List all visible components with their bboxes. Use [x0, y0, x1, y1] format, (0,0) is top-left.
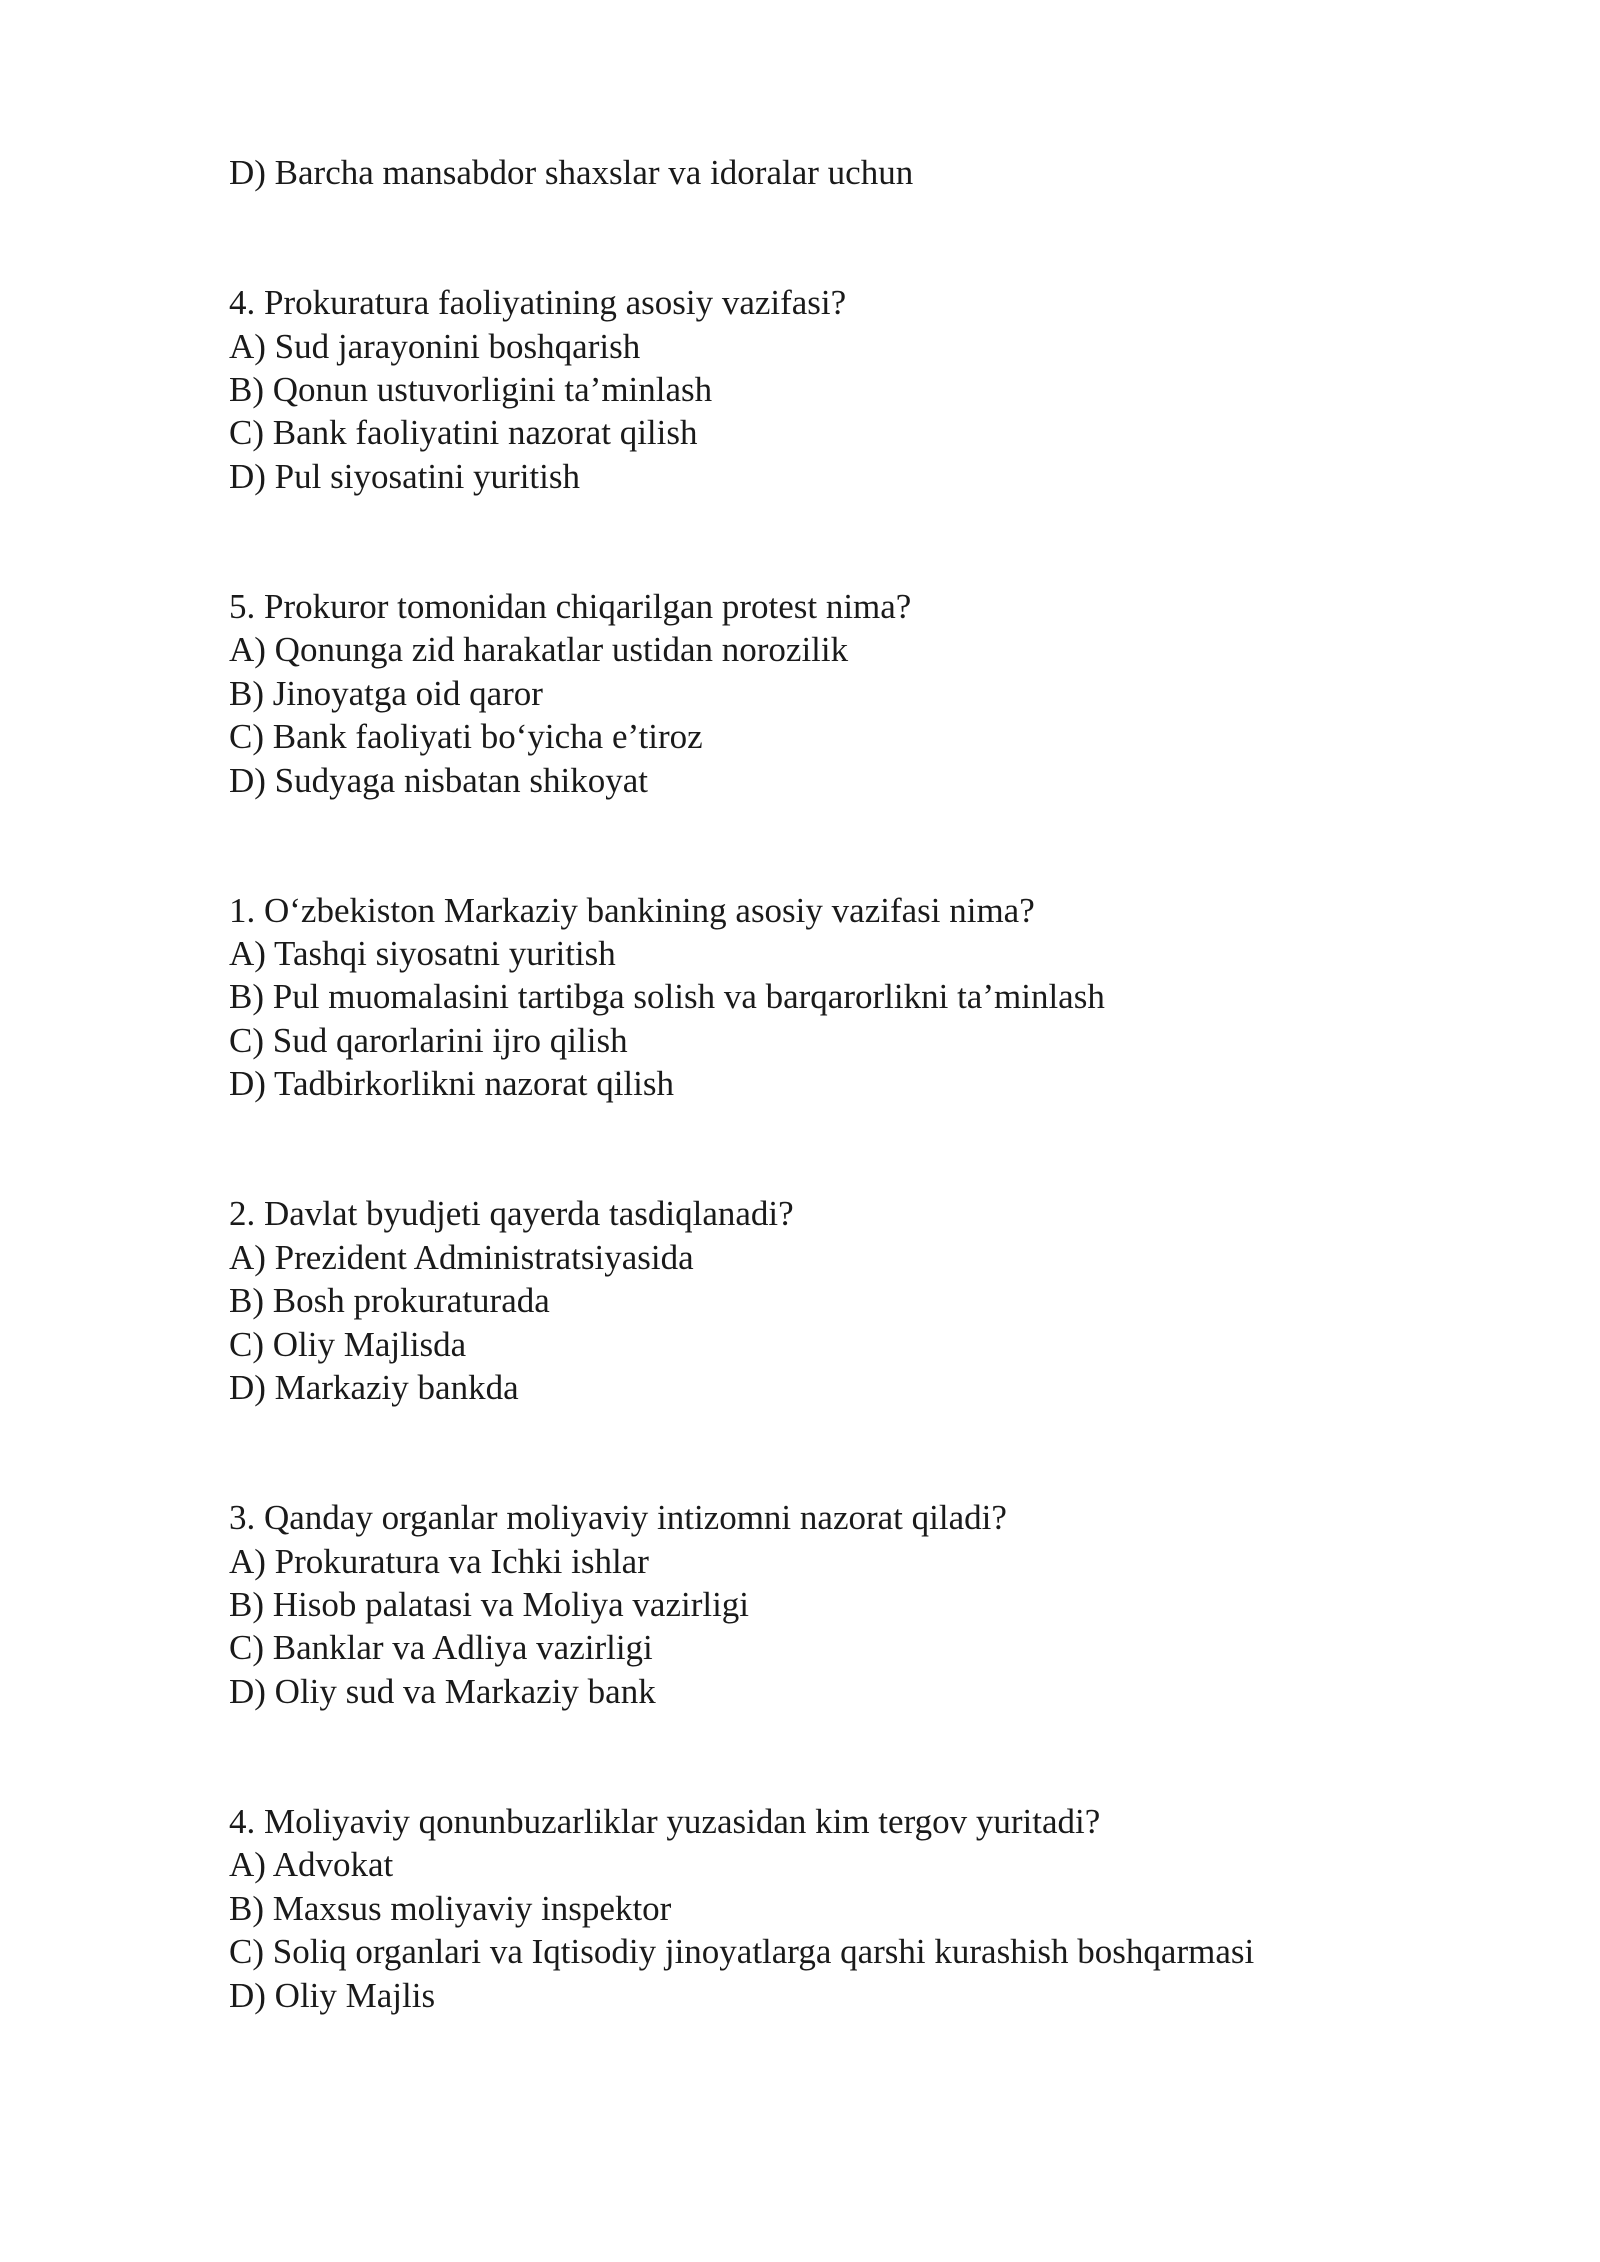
answer-option: D) Oliy Majlis — [229, 1975, 436, 2015]
answer-option: D) Tadbirkorlikni nazorat qilish — [229, 1064, 675, 1104]
answer-option: D) Sudyaga nisbatan shikoyat — [229, 760, 648, 800]
question-text: 2. Davlat byudjeti qayerda tasdiqlanadi? — [229, 1194, 794, 1234]
answer-option: A) Tashqi siyosatni yuritish — [229, 934, 616, 974]
question-text: 1. O‘zbekiston Markaziy bankining asosiy vazifasi nima? — [229, 890, 1035, 930]
question-text: 4. Moliyaviy qonunbuzarliklar yuzasidan kim tergov yuritadi? — [229, 1801, 1101, 1841]
question-block — [229, 281, 1469, 498]
answer-option: C) Oliy Majlisda — [229, 1324, 467, 1364]
answer-option: D) Oliy sud va Markaziy bank — [229, 1671, 656, 1711]
question-block-continued — [229, 151, 1469, 194]
question-block — [229, 1800, 1469, 2017]
answer-option: C) Soliq organlari va Iqtisodiy jinoyatlarga qarshi kurashish boshqarmasi — [229, 1932, 1255, 1972]
answer-option: B) Bosh prokuraturada — [229, 1281, 550, 1321]
answer-option: C) Banklar va Adliya vazirligi — [229, 1628, 653, 1668]
answer-option: B) Maxsus moliyaviy inspektor — [229, 1888, 672, 1928]
answer-option: A) Sud jarayonini boshqarish — [229, 326, 641, 366]
answer-option: A) Qonunga zid harakatlar ustidan norozilik — [229, 630, 849, 670]
answer-option: A) Prezident Administratsiyasida — [229, 1237, 694, 1277]
question-text: 5. Prokuror tomonidan chiqarilgan protest nima? — [229, 586, 912, 626]
answer-option: B) Qonun ustuvorligini ta’minlash — [229, 369, 713, 409]
document-body — [229, 151, 1469, 2017]
answer-option: D) Markaziy bankda — [229, 1368, 519, 1407]
answer-option: A) Advokat — [229, 1845, 394, 1885]
answer-option: C) Sud qarorlarini ijro qilish — [229, 1020, 628, 1060]
answer-option: D) Barcha mansabdor shaxslar va idoralar uchun — [229, 153, 914, 192]
question-text: 3. Qanday organlar moliyaviy intizomni nazorat qiladi? — [229, 1498, 1007, 1538]
answer-option: C) Bank faoliyati bo‘yicha e’tiroz — [229, 717, 703, 757]
question-block — [229, 889, 1469, 1106]
question-block — [229, 1496, 1469, 1713]
question-block — [229, 1192, 1469, 1409]
question-block — [229, 585, 1469, 802]
answer-option: C) Bank faoliyatini nazorat qilish — [229, 413, 698, 453]
answer-option: A) Prokuratura va Ichki ishlar — [229, 1541, 649, 1581]
question-text: 4. Prokuratura faoliyatining asosiy vazifasi? — [229, 283, 847, 323]
answer-option: B) Jinoyatga oid qaror — [229, 673, 543, 713]
answer-option: B) Pul muomalasini tartibga solish va barqarorlikni ta’minlash — [229, 977, 1105, 1017]
answer-option: D) Pul siyosatini yuritish — [229, 456, 580, 496]
answer-option: B) Hisob palatasi va Moliya vazirligi — [229, 1584, 750, 1624]
